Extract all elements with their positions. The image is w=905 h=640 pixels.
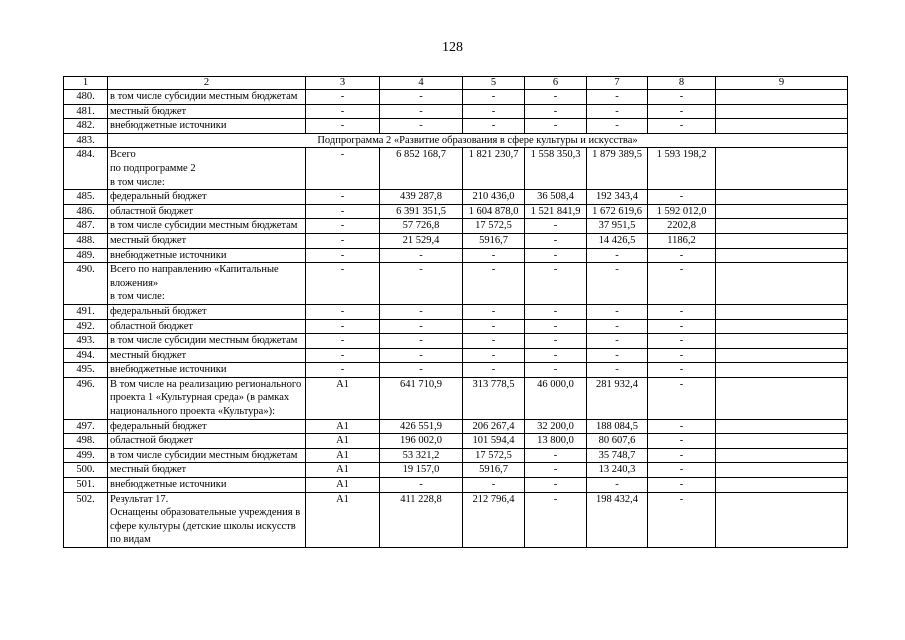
row-number: 493. — [64, 334, 108, 349]
cell-c8: 1 593 198,2 — [648, 148, 716, 190]
cell-c4: - — [380, 119, 463, 134]
cell-c7: - — [587, 304, 648, 319]
cell-c4: 6 391 351,5 — [380, 204, 463, 219]
table-row — [64, 377, 848, 419]
cell-c5: - — [463, 478, 525, 493]
cell-c4: - — [380, 348, 463, 363]
row-number: 501. — [64, 478, 108, 493]
table-row — [64, 319, 848, 334]
table-row — [64, 348, 848, 363]
row-name: в том числе субсидии местным бюджетам — [108, 219, 306, 234]
cell-c9 — [716, 478, 848, 493]
cell-c3: - — [306, 119, 380, 134]
cell-c8: - — [648, 363, 716, 378]
cell-c5: - — [463, 90, 525, 105]
row-number: 487. — [64, 219, 108, 234]
row-number: 498. — [64, 434, 108, 449]
table-row — [64, 233, 848, 248]
cell-c9 — [716, 233, 848, 248]
cell-c7: - — [587, 248, 648, 263]
table-row — [64, 419, 848, 434]
cell-c5: - — [463, 363, 525, 378]
cell-c3: А1 — [306, 478, 380, 493]
cell-c5: 212 796,4 — [463, 492, 525, 547]
cell-c3: - — [306, 233, 380, 248]
row-name: областной бюджет — [108, 434, 306, 449]
header-cell-8: 8 — [648, 77, 716, 90]
cell-c3: А1 — [306, 448, 380, 463]
cell-c6: - — [525, 119, 587, 134]
table-row — [64, 190, 848, 205]
table-row — [64, 363, 848, 378]
cell-c5: 1 821 230,7 — [463, 148, 525, 190]
cell-c7: - — [587, 348, 648, 363]
cell-c6: 13 800,0 — [525, 434, 587, 449]
cell-c5: 5916,7 — [463, 233, 525, 248]
table-row — [64, 204, 848, 219]
row-name: областной бюджет — [108, 319, 306, 334]
table-row — [64, 119, 848, 134]
cell-c9 — [716, 348, 848, 363]
cell-c6: 46 000,0 — [525, 377, 587, 419]
row-number: 485. — [64, 190, 108, 205]
cell-c9 — [716, 448, 848, 463]
cell-c4: - — [380, 304, 463, 319]
row-name: федеральный бюджет — [108, 190, 306, 205]
row-number: 502. — [64, 492, 108, 547]
cell-c9 — [716, 377, 848, 419]
cell-c7: 1 879 389,5 — [587, 148, 648, 190]
cell-c4: 19 157,0 — [380, 463, 463, 478]
header-cell-9: 9 — [716, 77, 848, 90]
cell-c3: - — [306, 204, 380, 219]
cell-c9 — [716, 190, 848, 205]
cell-c4: 426 551,9 — [380, 419, 463, 434]
cell-c5: - — [463, 248, 525, 263]
budget-table — [63, 76, 848, 548]
cell-c8: - — [648, 463, 716, 478]
cell-c6: - — [525, 90, 587, 105]
cell-c9 — [716, 148, 848, 190]
cell-c4: - — [380, 263, 463, 305]
cell-c3: - — [306, 348, 380, 363]
table-row — [64, 219, 848, 234]
header-cell-6: 6 — [525, 77, 587, 90]
cell-c6: - — [525, 463, 587, 478]
row-name: внебюджетные источники — [108, 363, 306, 378]
row-name: местный бюджет — [108, 463, 306, 478]
row-number: 486. — [64, 204, 108, 219]
header-cell-3: 3 — [306, 77, 380, 90]
cell-c7: 198 432,4 — [587, 492, 648, 547]
cell-c7: - — [587, 478, 648, 493]
row-name: местный бюджет — [108, 348, 306, 363]
cell-c6: - — [525, 348, 587, 363]
cell-c7: - — [587, 263, 648, 305]
row-name: в том числе субсидии местным бюджетам — [108, 334, 306, 349]
cell-c3: А1 — [306, 434, 380, 449]
row-number: 482. — [64, 119, 108, 134]
cell-c8: - — [648, 248, 716, 263]
cell-c3: А1 — [306, 377, 380, 419]
cell-c7: 13 240,3 — [587, 463, 648, 478]
cell-c8: - — [648, 119, 716, 134]
table-row — [64, 90, 848, 105]
cell-c4: 53 321,2 — [380, 448, 463, 463]
cell-c8: - — [648, 434, 716, 449]
cell-c8: - — [648, 419, 716, 434]
cell-c3: - — [306, 319, 380, 334]
cell-c6: 32 200,0 — [525, 419, 587, 434]
cell-c4: 196 002,0 — [380, 434, 463, 449]
cell-c9 — [716, 319, 848, 334]
cell-c9 — [716, 119, 848, 134]
cell-c8: - — [648, 348, 716, 363]
cell-c9 — [716, 219, 848, 234]
cell-c7: 80 607,6 — [587, 434, 648, 449]
header-row — [64, 77, 848, 90]
cell-c9 — [716, 104, 848, 119]
row-number: 489. — [64, 248, 108, 263]
cell-c3: - — [306, 148, 380, 190]
cell-c6: - — [525, 319, 587, 334]
cell-c9 — [716, 434, 848, 449]
cell-c7: 37 951,5 — [587, 219, 648, 234]
cell-c4: - — [380, 90, 463, 105]
cell-c4: - — [380, 104, 463, 119]
header-cell-4: 4 — [380, 77, 463, 90]
cell-c5: 17 572,5 — [463, 448, 525, 463]
table-row — [64, 478, 848, 493]
cell-c5: 210 436,0 — [463, 190, 525, 205]
table-row — [64, 334, 848, 349]
cell-c9 — [716, 463, 848, 478]
cell-c9 — [716, 204, 848, 219]
cell-c4: - — [380, 334, 463, 349]
table-row — [64, 148, 848, 190]
cell-c7: 35 748,7 — [587, 448, 648, 463]
row-name: областной бюджет — [108, 204, 306, 219]
row-number: 491. — [64, 304, 108, 319]
cell-c6: - — [525, 104, 587, 119]
cell-c7: 281 932,4 — [587, 377, 648, 419]
cell-c8: - — [648, 90, 716, 105]
cell-c3: А1 — [306, 492, 380, 547]
cell-c5: - — [463, 304, 525, 319]
cell-c5: 5916,7 — [463, 463, 525, 478]
row-number: 500. — [64, 463, 108, 478]
cell-c9 — [716, 334, 848, 349]
row-number: 497. — [64, 419, 108, 434]
cell-c8: - — [648, 377, 716, 419]
row-number: 496. — [64, 377, 108, 419]
cell-c6: - — [525, 492, 587, 547]
cell-c9 — [716, 492, 848, 547]
row-number: 494. — [64, 348, 108, 363]
row-name: внебюджетные источники — [108, 248, 306, 263]
cell-c5: - — [463, 263, 525, 305]
cell-c7: 192 343,4 — [587, 190, 648, 205]
cell-c7: - — [587, 334, 648, 349]
cell-c7: - — [587, 104, 648, 119]
cell-c5: 101 594,4 — [463, 434, 525, 449]
header-cell-7: 7 — [587, 77, 648, 90]
cell-c6: - — [525, 334, 587, 349]
cell-c6: - — [525, 219, 587, 234]
header-cell-5: 5 — [463, 77, 525, 90]
cell-c3: - — [306, 248, 380, 263]
cell-c5: - — [463, 348, 525, 363]
cell-c6: 1 558 350,3 — [525, 148, 587, 190]
page-number: 128 — [442, 40, 463, 55]
cell-c5: 313 778,5 — [463, 377, 525, 419]
cell-c3: - — [306, 363, 380, 378]
header-cell-1: 1 — [64, 77, 108, 90]
cell-c7: - — [587, 90, 648, 105]
cell-c6: - — [525, 263, 587, 305]
cell-c8: - — [648, 304, 716, 319]
row-name: федеральный бюджет — [108, 419, 306, 434]
row-number: 492. — [64, 319, 108, 334]
cell-c6: - — [525, 448, 587, 463]
row-name: в том числе субсидии местным бюджетам — [108, 448, 306, 463]
table-row — [64, 463, 848, 478]
cell-c7: - — [587, 363, 648, 378]
row-name: Всего по направлению «Капитальные вложения» в том числе: — [108, 263, 306, 305]
cell-c9 — [716, 263, 848, 305]
cell-c3: - — [306, 104, 380, 119]
cell-c4: 641 710,9 — [380, 377, 463, 419]
cell-c5: 17 572,5 — [463, 219, 525, 234]
cell-c8: - — [648, 492, 716, 547]
cell-c9 — [716, 248, 848, 263]
table-row — [64, 434, 848, 449]
cell-c8: - — [648, 448, 716, 463]
row-number: 490. — [64, 263, 108, 305]
cell-c8: - — [648, 263, 716, 305]
subprogram-heading: Подпрограмма 2 «Развитие образования в сфере культуры и искусства» — [108, 133, 848, 148]
row-number: 488. — [64, 233, 108, 248]
cell-c6: - — [525, 478, 587, 493]
cell-c3: А1 — [306, 463, 380, 478]
cell-c4: 6 852 168,7 — [380, 148, 463, 190]
table-row — [64, 133, 848, 148]
row-name: в том числе субсидии местным бюджетам — [108, 90, 306, 105]
cell-c4: - — [380, 363, 463, 378]
cell-c3: - — [306, 263, 380, 305]
table-row — [64, 248, 848, 263]
cell-c4: - — [380, 478, 463, 493]
cell-c3: - — [306, 90, 380, 105]
cell-c4: 411 228,8 — [380, 492, 463, 547]
cell-c7: 14 426,5 — [587, 233, 648, 248]
table-row — [64, 304, 848, 319]
table-row — [64, 448, 848, 463]
cell-c5: - — [463, 334, 525, 349]
header-cell-2: 2 — [108, 77, 306, 90]
cell-c5: 1 604 878,0 — [463, 204, 525, 219]
cell-c9 — [716, 90, 848, 105]
cell-c7: 188 084,5 — [587, 419, 648, 434]
cell-c6: - — [525, 363, 587, 378]
row-name: Результат 17. Оснащены образовательные учреждения в сфере культуры (детские школы искусств по видам — [108, 492, 306, 547]
cell-c7: 1 672 619,6 — [587, 204, 648, 219]
cell-c4: - — [380, 319, 463, 334]
cell-c8: - — [648, 334, 716, 349]
row-name: местный бюджет — [108, 233, 306, 248]
cell-c3: - — [306, 190, 380, 205]
cell-c8: - — [648, 104, 716, 119]
row-name: внебюджетные источники — [108, 119, 306, 134]
cell-c6: - — [525, 304, 587, 319]
table-row — [64, 263, 848, 305]
row-number: 484. — [64, 148, 108, 190]
row-number: 480. — [64, 90, 108, 105]
row-number: 483. — [64, 133, 108, 148]
cell-c5: 206 267,4 — [463, 419, 525, 434]
cell-c9 — [716, 419, 848, 434]
cell-c4: 21 529,4 — [380, 233, 463, 248]
cell-c6: 36 508,4 — [525, 190, 587, 205]
cell-c8: 1186,2 — [648, 233, 716, 248]
cell-c3: - — [306, 334, 380, 349]
row-number: 481. — [64, 104, 108, 119]
cell-c4: 57 726,8 — [380, 219, 463, 234]
cell-c9 — [716, 304, 848, 319]
row-name: федеральный бюджет — [108, 304, 306, 319]
cell-c8: 2202,8 — [648, 219, 716, 234]
cell-c5: - — [463, 119, 525, 134]
cell-c4: - — [380, 248, 463, 263]
cell-c7: - — [587, 119, 648, 134]
table-row — [64, 492, 848, 547]
row-name: местный бюджет — [108, 104, 306, 119]
cell-c6: 1 521 841,9 — [525, 204, 587, 219]
cell-c6: - — [525, 233, 587, 248]
cell-c5: - — [463, 319, 525, 334]
cell-c9 — [716, 363, 848, 378]
cell-c3: А1 — [306, 419, 380, 434]
cell-c4: 439 287,8 — [380, 190, 463, 205]
cell-c8: - — [648, 478, 716, 493]
row-number: 499. — [64, 448, 108, 463]
cell-c7: - — [587, 319, 648, 334]
row-name: внебюджетные источники — [108, 478, 306, 493]
cell-c5: - — [463, 104, 525, 119]
cell-c6: - — [525, 248, 587, 263]
row-name: В том числе на реализацию регионального проекта 1 «Культурная среда» (в рамках национального проекта «Культура»): — [108, 377, 306, 419]
row-number: 495. — [64, 363, 108, 378]
cell-c8: - — [648, 190, 716, 205]
row-name: Всего по подпрограмме 2 в том числе: — [108, 148, 306, 190]
table-row — [64, 104, 848, 119]
cell-c3: - — [306, 304, 380, 319]
cell-c8: - — [648, 319, 716, 334]
cell-c8: 1 592 012,0 — [648, 204, 716, 219]
cell-c3: - — [306, 219, 380, 234]
